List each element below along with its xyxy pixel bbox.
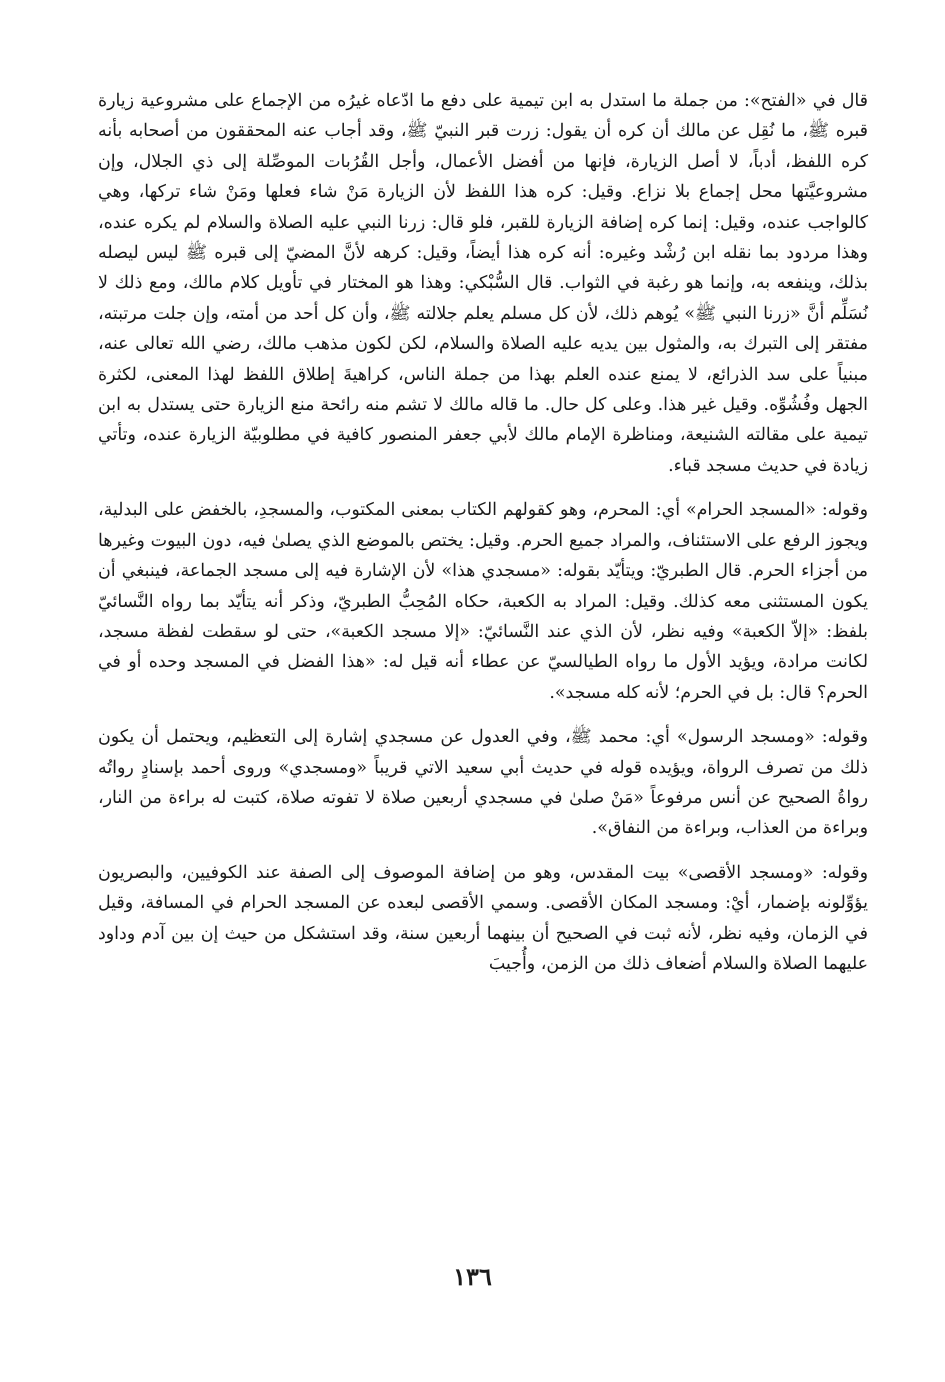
paragraph-ziyara: قال في «الفتح»: من جملة ما استدل به ابن تيمية على دفع ما ادّعاه غيرُه من الإجماع على مشروعية زيارة قبره ﷺ، ما نُقِل عن مالك أن كره أن يقول: زرت قبر النبيّ ﷺ، وقد أجاب عنه المحققون من أصحابه بأنه كره اللفظ، أدباً، لا أصل الزيارة، فإنها من أفضل الأعمال، وأجل القُرُبات الموصِّلة إلى ذي الجلال، وإن مشروعيَّتها محل إجماع بلا نزاع. وقيل: كره هذا اللفظ لأن الزيارة مَنْ شاء فعلها ومَنْ شاء تركها، وهي كالواجب عنده، وقيل: إنما كره إضافة الزيارة للقبر، فلو قال: زرنا النبي عليه الصلاة والسلام لم يكره عنده، وهذا مردود بما نقله ابن رُشْد وغيره: أنه كره هذا أيضاً، وقيل: كرهه لأنَّ المضيّ إلى قبره ﷺ ليس ليصله بذلك، وينفعه به، وإنما هو رغبة في الثواب. قال السُّبْكي: وهذا هو المختار في تأويل كلام مالك، ومع ذلك لا نُسَلِّم أنَّ «زرنا النبي ﷺ» يُوهم ذلك، لأن كل مسلم يعلم جلالته ﷺ، وأن كل أحد من أمته، وإن جلت مرتبته، مفتقر إلى التبرك به، والمثول بين يديه عليه الصلاة والسلام، لكن لكون مذهب مالك، رضي الله تعالى عنه، مبنياً على سد الذرائع، لا يمنع عنده العلم بهذا من جملة الناس، كراهيةَ إطلاق اللفظ لهذا المعنى، لكثرة الجهل وفُشُوِّه. وقيل غير هذا. وعلى كل حال. ما قاله مالك لا تشم منه رائحة منع الزيارة حتى يستدل به ابن تيمية على مقالته الشنيعة، ومناظرة الإمام مالك لأبي جعفر المنصور كافية في مطلوبيّة الزيارة عنده، وتأتي زيادة في حديث مسجد قباء. bbox=[98, 91, 868, 476]
paragraph-masjid-haram: وقوله: «المسجد الحرام» أي: المحرم، وهو كقولهم الكتاب بمعنى المكتوب، والمسجدِ، بالخفض على البدلية، ويجوز الرفع على الاستئناف، والمراد جميع الحرم. وقيل: يختص بالموضع الذي يصلىٰ فيه، دون البيوت وغيرها من أجزاء الحرم. قال الطبريّ: ويتأيّد بقوله: «مسجدي هذا» لأن الإشارة فيه إلى مسجد الجماعة، فينبغي أن يكون المستثنى معه كذلك. وقيل: المراد به الكعبة، حكاه المُحِبُّ الطبريّ، وذكر أنه يتأيّد بما رواه النَّسائيّ بلفظ: «إلاّ الكعبة» وفيه نظر، لأن الذي عند النَّسائيّ: «إلا مسجد الكعبة»، حتى لو سقطت لفظة مسجد، لكانت مرادة، ويؤيد الأول ما رواه الطيالسيّ عن عطاء أنه قيل له: «هذا الفضل في المسجد وحده أو في الحرم؟ قال: بل في الحرم؛ لأنه كله مسجد». bbox=[98, 500, 868, 703]
paragraph-masjid-aqsa: وقوله: «ومسجد الأقصى» بيت المقدس، وهو من إضافة الموصوف إلى الصفة عند الكوفيين، والبصريون يؤوِّلونه بإضمار، أيْ: ومسجد المكان الأقصى. وسمي الأقصى لبعده عن المسجد الحرام في المسافة، وقيل في الزمان، وفيه نظر، لأنه ثبت في الصحيح أن بينهما أربعين سنة، وقد استشكل من حيث إن بين آدم وداود عليهما الصلاة والسلام أضعاف ذلك من الزمن، وأُجيبَ bbox=[98, 862, 868, 974]
page-number: ١٣٦ bbox=[453, 1262, 492, 1291]
paragraph-masjid-rasul: وقوله: «ومسجد الرسول» أي: محمد ﷺ، وفي العدول عن مسجدي إشارة إلى التعظيم، ويحتمل أن يكون ذلك من تصرف الرواة، ويؤيده قوله في حديث أبي سعيد الاتي قريباً «ومسجدي» وروى أحمد بإسنادٍ رواتُه رواةُ الصحيح عن أنس مرفوعاً «مَنْ صلىٰ في مسجدي أربعين صلاة لا تفوته صلاة، كتبت له براءة من النار، وبراءة من العذاب، وبراءة من النفاق». bbox=[98, 727, 868, 839]
page-body bbox=[98, 86, 868, 993]
